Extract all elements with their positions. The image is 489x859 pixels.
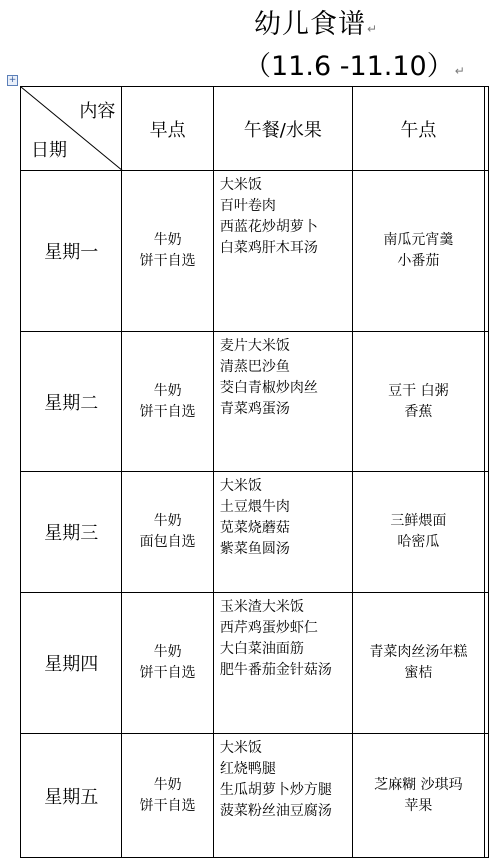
corner-date-label: 日期: [31, 140, 67, 161]
breakfast-cell: [122, 472, 213, 593]
lunch-item: 白菜鸡肝木耳汤: [219, 240, 318, 256]
snack-item: 香蕉: [404, 403, 433, 420]
lunch-cell: [213, 593, 352, 734]
lunch-cell: [213, 734, 352, 858]
lunch-item: 肥牛番茄金针菇汤: [219, 662, 332, 678]
lunch-item: 大米饭: [219, 740, 262, 756]
snack-item: 蜜桔: [404, 665, 433, 681]
day-cell: 星期四: [21, 593, 122, 734]
lunch-cell: [213, 171, 352, 332]
header-row: [21, 87, 489, 171]
breakfast-cell: [122, 171, 213, 332]
table-row: [21, 593, 489, 734]
lunch-item: 土豆煨牛肉: [219, 499, 290, 515]
cut-off-cell: [484, 87, 488, 171]
snack-item: 三鲜煨面: [390, 513, 447, 529]
breakfast-item: 面包自选: [139, 534, 196, 550]
page-title: 幼儿食谱↵: [254, 9, 379, 40]
cut-off-cell: [484, 171, 488, 332]
lunch-item: 清蒸巴沙鱼: [219, 359, 290, 375]
table-row: [21, 472, 489, 593]
snack-cell: [352, 593, 484, 734]
lunch-item: 大米饭: [219, 177, 262, 193]
date-range: （11.6 -11.10）↵: [244, 51, 465, 82]
day-cell: 星期一: [21, 171, 122, 332]
breakfast-item: 饼干自选: [139, 665, 196, 681]
lunch-cell: [213, 472, 352, 593]
lunch-item: 紫菜鱼圆汤: [219, 541, 290, 557]
lunch-item: 玉米渣大米饭: [219, 599, 304, 615]
cut-off-cell: [484, 472, 488, 593]
lunch-item: 青菜鸡蛋汤: [219, 401, 290, 417]
corner-content-label: 内容: [79, 101, 116, 122]
lunch-item: 大米饭: [219, 478, 262, 494]
table-row: [21, 332, 489, 472]
breakfast-item: 饼干自选: [139, 253, 196, 269]
breakfast-cell: [122, 734, 213, 858]
menu-table: [20, 86, 489, 858]
lunch-item: 西芹鸡蛋炒虾仁: [219, 620, 318, 636]
snack-cell: [352, 332, 484, 472]
header-breakfast: 早点: [122, 87, 213, 171]
day-cell: 星期二: [21, 332, 122, 472]
lunch-cell: [213, 332, 352, 472]
snack-item: 哈密瓜: [397, 534, 440, 550]
lunch-item: 茭白青椒炒肉丝: [219, 380, 318, 396]
lunch-item: 生瓜胡萝卜炒方腿: [219, 782, 332, 798]
lunch-item: 麦片大米饭: [219, 338, 290, 354]
cut-off-cell: [484, 332, 488, 472]
breakfast-item: 饼干自选: [139, 797, 196, 814]
cut-off-cell: [484, 734, 488, 858]
header-snack: 午点: [352, 87, 484, 171]
day-cell: 星期三: [21, 472, 122, 593]
lunch-item: 苋菜烧蘑菇: [219, 520, 290, 536]
breakfast-item: 牛奶: [153, 644, 182, 660]
snack-item: 小番茄: [397, 253, 440, 269]
header-lunch: 午餐/水果: [213, 87, 352, 171]
lunch-item: 红烧鸭腿: [219, 761, 276, 777]
snack-cell: [352, 171, 484, 332]
breakfast-item: 牛奶: [153, 513, 182, 529]
breakfast-item: 牛奶: [153, 232, 182, 248]
breakfast-cell: [122, 593, 213, 734]
lunch-item: 大白菜油面筋: [219, 641, 304, 657]
snack-item: 豆干 白粥: [388, 382, 449, 399]
cut-off-cell: [484, 593, 488, 734]
table-row: [21, 734, 489, 858]
snack-cell: [352, 734, 484, 858]
snack-item: 青菜肉丝汤年糕: [369, 644, 468, 660]
lunch-item: 西蓝花炒胡萝卜: [219, 219, 318, 235]
breakfast-item: 饼干自选: [139, 403, 196, 420]
lunch-item: 百叶卷肉: [219, 198, 276, 214]
breakfast-item: 牛奶: [153, 776, 182, 793]
corner-header-cell: [21, 87, 122, 171]
snack-item: 苹果: [404, 797, 433, 814]
lunch-item: 菠菜粉丝油豆腐汤: [219, 803, 332, 819]
day-cell: 星期五: [21, 734, 122, 858]
table-move-handle-icon[interactable]: +: [8, 75, 17, 85]
table-row: [21, 171, 489, 332]
snack-item: 芝麻糊 沙琪玛: [374, 776, 463, 793]
snack-item: 南瓜元宵羹: [383, 232, 454, 248]
snack-cell: [352, 472, 484, 593]
breakfast-cell: [122, 332, 213, 472]
breakfast-item: 牛奶: [153, 382, 182, 399]
